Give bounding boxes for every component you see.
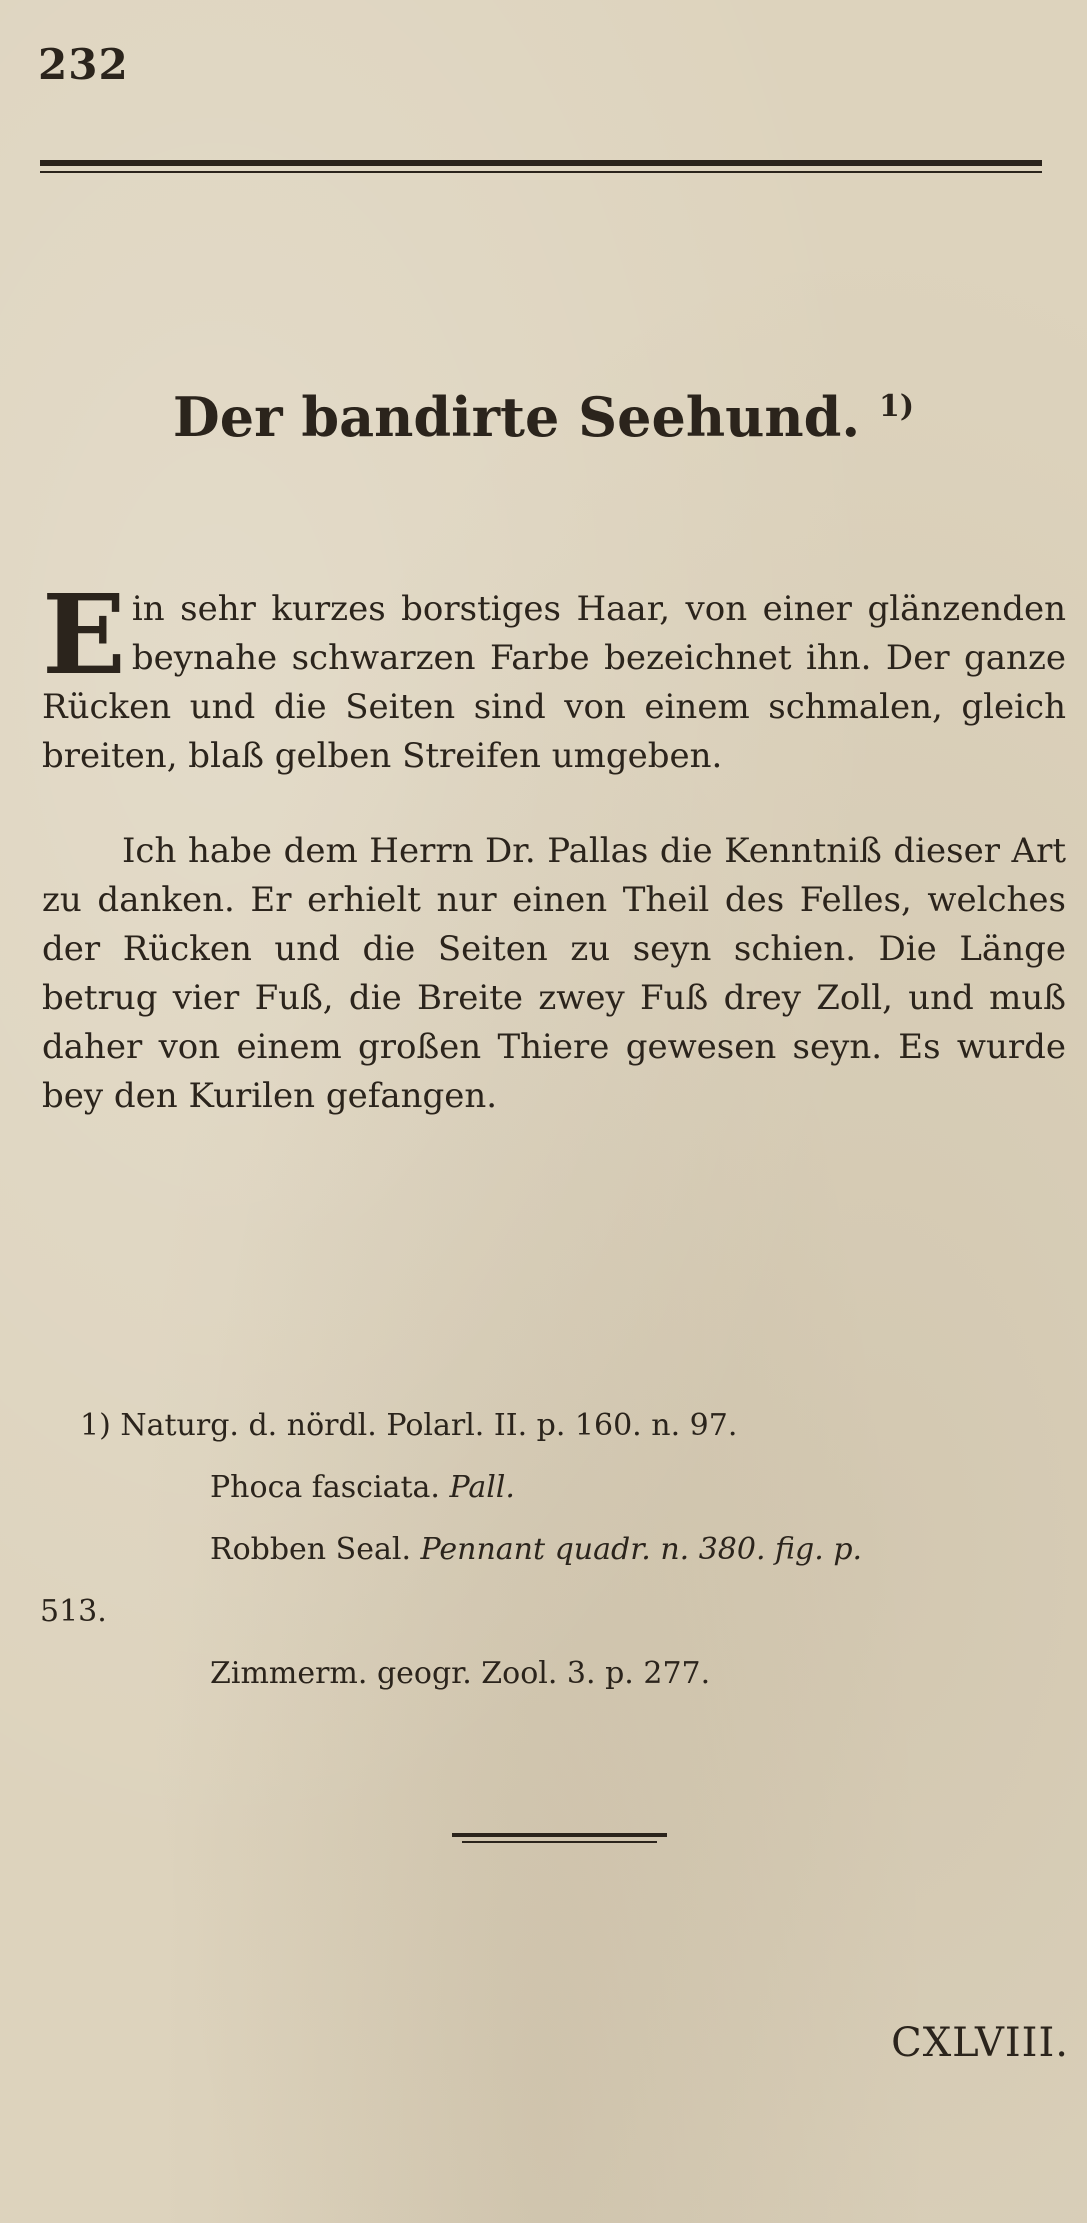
footnote-line-3 (80, 1519, 1065, 1581)
paragraph-1 (42, 570, 1066, 781)
header-rule-thin (40, 171, 1042, 173)
end-rule-thin (462, 1841, 657, 1843)
chapter-title-text: Der bandirte Seehund. (172, 385, 861, 449)
title-footnote-marker: 1) (879, 389, 915, 424)
footnote-line-2 (80, 1457, 1065, 1519)
drop-cap: E (42, 570, 126, 699)
end-ornament-rule (452, 1833, 667, 1843)
footnote-source-2-author: Pall. (449, 1470, 515, 1505)
footnote-source-3: Robben Seal. (210, 1532, 411, 1567)
footnote-source-1: Naturg. d. nördl. Polarl. II. p. 160. n. 97. (120, 1408, 738, 1443)
chapter-title (0, 385, 1087, 449)
header-double-rule (40, 160, 1042, 178)
footnote-line-1 (80, 1395, 1065, 1457)
paragraph-2 (42, 827, 1066, 1121)
footnote-source-2: Phoca fasciata. (210, 1470, 440, 1505)
footnote-source-3-ref: Pennant quadr. n. 380. fig. p. (420, 1532, 863, 1567)
paragraph-2-text: Ich habe dem Herrn Dr. Pallas die Kenntniß dieser Art zu danken. Er erhielt nur einen Theil des Felles, welches der Rücken und die Seiten zu seyn schien. Die Länge betrug vier Fuß, die Breite zwey Fuß drey Zoll, und muß daher von einem großen Thiere gewesen seyn. Es wurde bey den Kurilen gefangen. (42, 831, 1066, 1116)
page-number: 232 (38, 40, 129, 89)
body-text (42, 570, 1066, 1121)
paragraph-1-text: in sehr kurzes borstiges Haar, von einer glänzenden beynahe schwarzen Farbe bezeichnet ihn. Der ganze Rücken und die Seiten sind von einem schmalen, gleich breiten, blaß gelben Streifen umgeben. (42, 589, 1066, 776)
footnote-line-4: Zimmerm. geogr. Zool. 3. p. 277. (210, 1656, 711, 1691)
end-rule-thick (452, 1833, 667, 1837)
header-rule-thick (40, 160, 1042, 166)
footnote-marker: 1) (80, 1408, 111, 1443)
catchword: CXLVIII. (891, 2020, 1069, 2066)
footnotes (40, 1395, 1065, 1705)
footnote-line-3-continued: 513. (40, 1594, 107, 1629)
